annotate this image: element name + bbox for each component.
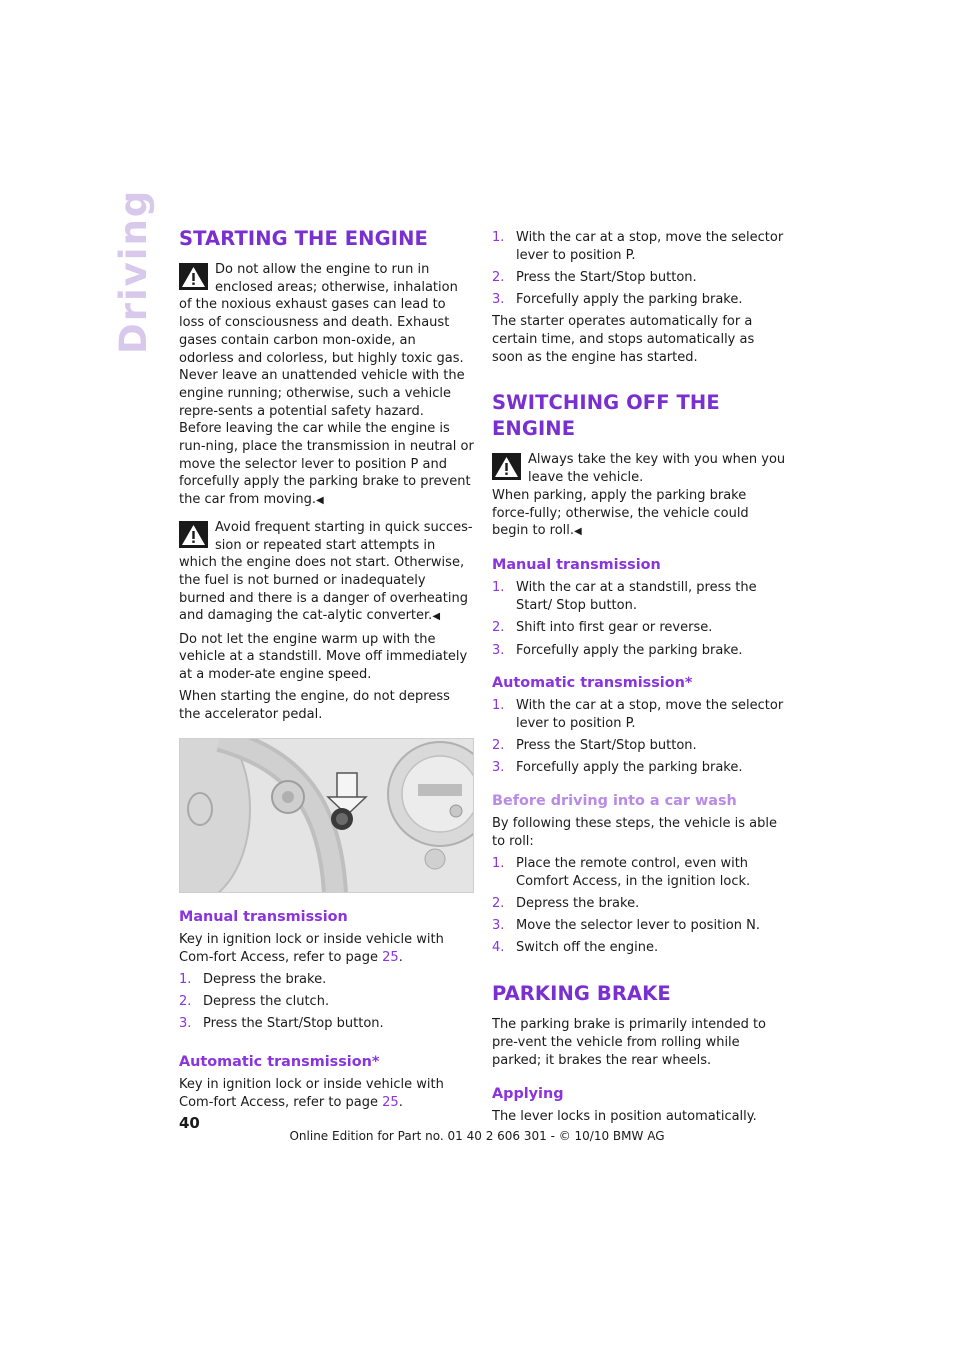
subheading-car-wash: Before driving into a car wash: [492, 792, 737, 809]
list-item: 1. With the car at a stop, move the selector lever to position P.: [492, 230, 784, 263]
section-title-parking-brake: PARKING BRAKE: [492, 982, 671, 1006]
manual-off-steps: [492, 579, 787, 659]
manual-key-text: Key in ignition lock or inside vehicle with Com-fort Access, refer to page 25.: [179, 932, 444, 965]
page-link[interactable]: 25: [382, 949, 399, 965]
section-tab: Driving: [112, 188, 155, 354]
right-column: [492, 226, 787, 1126]
list-item: 3. Move the selector lever to position N.: [492, 918, 760, 934]
end-triangle-icon: ◀: [574, 526, 582, 538]
warning-text: Always take the key with you when you leave the vehicle.: [528, 452, 786, 486]
list-item: 2. Shift into first gear or reverse.: [492, 620, 713, 636]
warning-block: [492, 451, 787, 541]
page-link[interactable]: 25: [382, 1094, 399, 1110]
subheading-automatic-transmission: Automatic transmission*: [179, 1053, 380, 1070]
subheading-manual-transmission: Manual transmission: [492, 556, 661, 573]
manual-start-steps: [179, 971, 474, 1033]
subheading-manual-transmission: Manual transmission: [179, 908, 348, 925]
end-triangle-icon: ◀: [432, 611, 441, 623]
list-item: 2. Press the Start/Stop button.: [492, 738, 697, 754]
list-item: 2. Depress the brake.: [492, 895, 640, 911]
end-triangle-icon: ◀: [316, 495, 324, 507]
warning-text: Avoid frequent starting in quick succes-sion or repeated start attempts in which the engine does not start. Otherwise, the fuel is not burned or inadequately burned and there is a danger of overheating and damaging the cat-alytic converter.: [179, 519, 473, 624]
car-wash-text: By following these steps, the vehicle is able to roll:: [492, 816, 777, 849]
warning-text-continued: When parking, apply the parking brake force-fully; otherwise, the vehicle could begin to roll.: [492, 487, 749, 539]
subheading-applying: Applying: [492, 1085, 564, 1102]
warning-text-continued: Before leaving the car while the engine is run-ning, place the transmission in neutral or move the selector lever to position P and forcefully apply the parking brake to prevent the car from moving.: [179, 421, 474, 508]
page-number: 40: [179, 1114, 200, 1132]
list-item: 2. Press the Start/Stop button.: [492, 269, 697, 285]
auto-key-text: Key in ignition lock or inside vehicle with Com-fort Access, refer to page 25.: [179, 1077, 444, 1110]
section-title-switching-off: SWITCHING OFF THE ENGINE: [492, 391, 720, 441]
subheading-automatic-transmission: Automatic transmission*: [492, 674, 693, 691]
warning-block: [179, 261, 474, 510]
edition-footer: Online Edition for Part no. 01 40 2 606 301 - © 10/10 BMW AG: [289, 1129, 665, 1143]
list-item: 1. With the car at a standstill, press the Start/ Stop button.: [492, 580, 757, 614]
car-wash-steps: [492, 855, 787, 957]
list-item: 1. Depress the brake.: [179, 971, 327, 987]
auto-start-steps: [492, 229, 787, 309]
parking-brake-text: The parking brake is primarily intended to pre-vent the vehicle from rolling while parked; it brakes the rear wheels.: [492, 1017, 767, 1068]
list-item: 3. Forcefully apply the parking brake.: [492, 642, 743, 658]
list-item: 4. Switch off the engine.: [492, 940, 659, 956]
applying-text: The lever locks in position automatically.: [492, 1109, 757, 1125]
warning-triangle-icon: [179, 263, 208, 290]
left-column: [179, 226, 474, 1112]
steering-wheel-illustration: [179, 738, 474, 893]
list-item: 2. Depress the clutch.: [179, 994, 330, 1010]
warning-text: Do not allow the engine to run in enclosed areas; otherwise, inhalation of the noxious exhaust gases can lead to loss of consciousness and death. Exhaust gases contain carbon mon-oxide, an odorless and colorless, but highly toxic gas. Never leave an unattended vehicle with the engine running; otherwise, such a vehicle repre-sents a potential safety hazard.: [179, 262, 465, 419]
paragraph-accelerator: When starting the engine, do not depress the accelerator pedal.: [179, 689, 450, 722]
section-title-starting: STARTING THE ENGINE: [179, 227, 428, 250]
auto-off-steps: [492, 697, 787, 777]
starter-text: The starter operates automatically for a certain time, and stops automatically as soon as the engine has started.: [492, 314, 755, 365]
warning-block: [179, 519, 474, 626]
list-item: 1. With the car at a stop, move the selector lever to position P.: [492, 698, 784, 731]
paragraph-warmup: Do not let the engine warm up with the vehicle at a standstill. Move off immediately at a moder-ate engine speed.: [179, 631, 468, 682]
warning-triangle-icon: [492, 453, 521, 480]
list-item: 3. Forcefully apply the parking brake.: [492, 760, 743, 776]
list-item: 3. Press the Start/Stop button.: [179, 1016, 384, 1032]
list-item: 1. Place the remote control, even with Comfort Access, in the ignition lock.: [492, 855, 751, 889]
warning-triangle-icon: [179, 521, 208, 548]
list-item: 3. Forcefully apply the parking brake.: [492, 292, 743, 308]
